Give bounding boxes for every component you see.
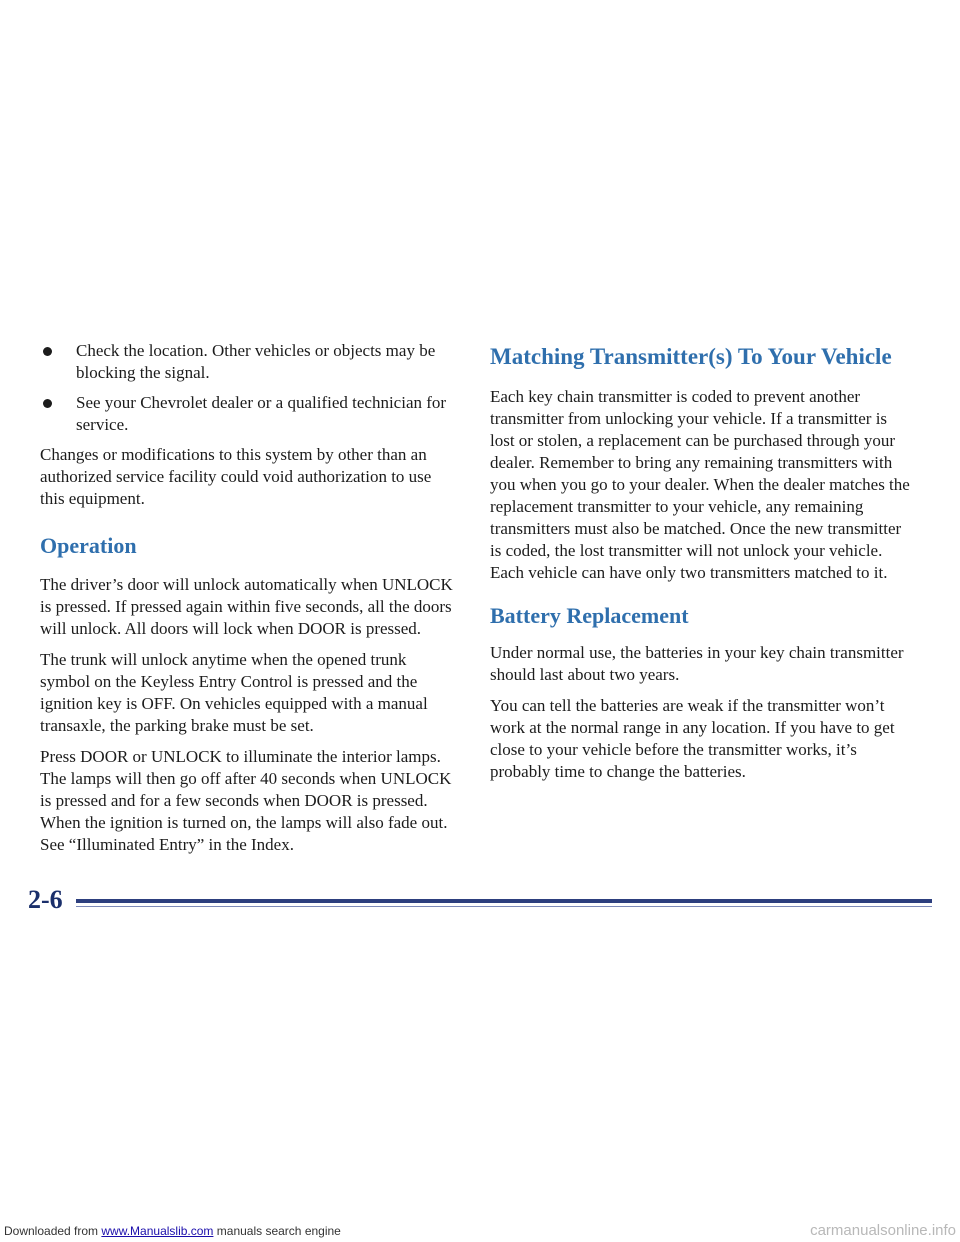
bullet-icon (43, 347, 52, 356)
watermark-prefix: Downloaded from (4, 1224, 102, 1238)
page-number: 2-6 (28, 885, 63, 914)
bullet-list (40, 340, 460, 436)
section-heading-matching: Matching Transmitter(s) To Your Vehicle (490, 344, 892, 369)
left-column (40, 340, 460, 865)
download-watermark (0, 1220, 960, 1242)
operation-paragraph: The trunk will unlock anytime when the opened trunk symbol on the Keyless Entry Control is pressed and the ignition key is OFF. On vehicles equipped with a manual transaxle, the parking brake must be set. (40, 650, 428, 735)
battery-paragraph: Under normal use, the batteries in your key chain transmitter should last about two years. (490, 643, 904, 684)
battery-paragraph: You can tell the batteries are weak if the transmitter won’t work at the normal range in any location. If you have to get close to your vehicle before the transmitter works, it’s probably time to change the batteries. (490, 696, 895, 781)
manualslib-link[interactable]: www.Manualslib.com (101, 1224, 214, 1238)
section-heading-battery: Battery Replacement (490, 603, 689, 628)
list-item (40, 392, 460, 436)
bullet-text: See your Chevrolet dealer or a qualified technician for service. (76, 393, 447, 434)
section-heading-operation: Operation (40, 533, 137, 558)
intro-paragraph: Changes or modifications to this system by other than an authorized service facility could void authorization to use this equipment. (40, 445, 432, 508)
watermark-text (4, 1220, 341, 1242)
list-item (40, 340, 460, 384)
matching-paragraph: Each key chain transmitter is coded to prevent another transmitter from unlocking your vehicle. If a transmitter is lost or stolen, a replacement can be purchased through your dealer. Remember to bring any remaining transmitters with you when you go to your dealer. When the dealer matches the replacement transmitter to your vehicle, any remaining transmitters must also be matched. Once the new transmitter is coded, the lost transmitter will not unlock your vehicle. Each vehicle can have only two transmitters matched to it. (490, 387, 910, 582)
bullet-text: Check the location. Other vehicles or objects may be blocking the signal. (76, 341, 436, 382)
page-footer (28, 885, 908, 925)
watermark-suffix: manuals search engine (213, 1224, 341, 1238)
operation-paragraph: Press DOOR or UNLOCK to illuminate the interior lamps. The lamps will then go off after 40 seconds when UNLOCK is pressed and for a few seconds when DOOR is pressed. When the ignition is turned on, the lamps will also fade out. See “Illuminated Entry” in the Index. (40, 747, 452, 854)
operation-paragraph: The driver’s door will unlock automatically when UNLOCK is pressed. If pressed again within five seconds, all the doors will unlock. All doors will lock when DOOR is pressed. (40, 575, 453, 638)
right-column (490, 342, 910, 792)
site-watermark: carmanualsonline.info (810, 1222, 956, 1239)
bullet-icon (43, 399, 52, 408)
footer-rule (76, 899, 932, 903)
footer-rule-thin (76, 906, 932, 907)
